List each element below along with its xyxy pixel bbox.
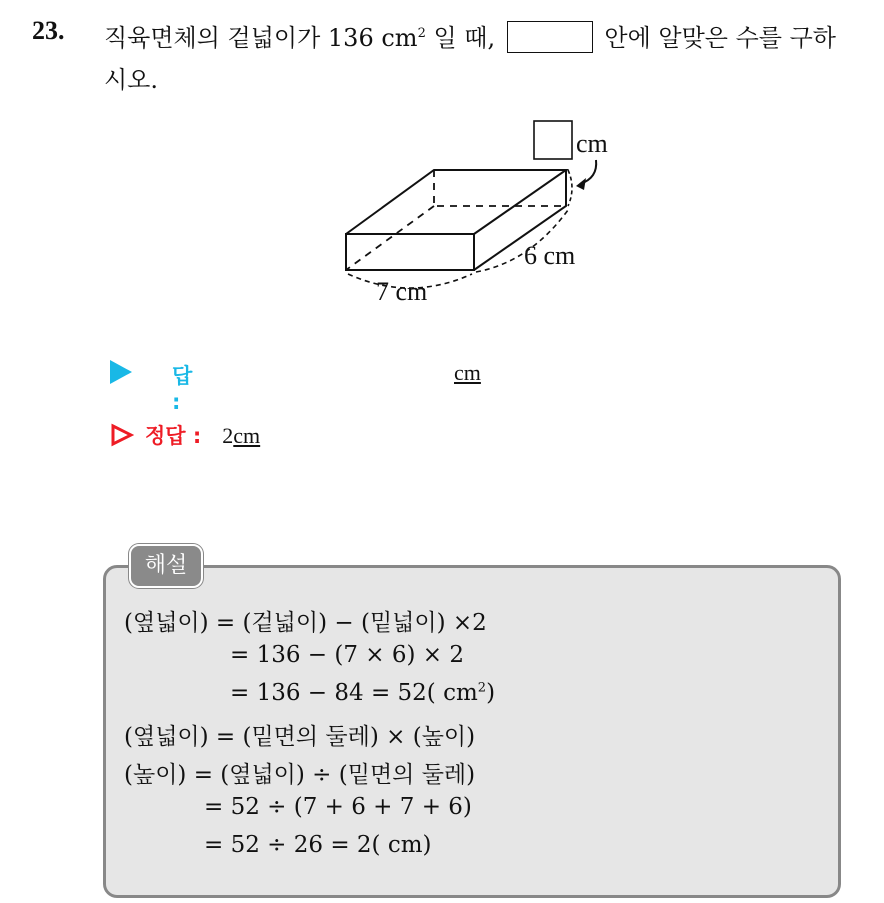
top-face [346, 170, 566, 234]
blank-box [507, 21, 593, 53]
question-text-b: 일 때, [425, 24, 496, 52]
question-text-c: 안에 알맞은 수를 구하 [604, 24, 836, 52]
label-length: 7 cm [376, 277, 428, 306]
front-face [346, 234, 474, 270]
answer-unit: cm [454, 360, 481, 385]
outline-triangle-icon [110, 423, 134, 447]
question-text-sup: 2 [417, 26, 426, 41]
question-number: 23. [32, 16, 65, 45]
correct-value: 2 [222, 423, 234, 448]
play-triangle-icon [110, 360, 132, 384]
solution-line-3 [230, 680, 495, 706]
correct-label: 정답 : [145, 424, 202, 448]
label-width: 6 cm [524, 241, 576, 270]
solution-line-5: (높이) = (옆넓이) ÷ (밑면의 둘레) [124, 762, 476, 788]
hidden-edges-back [434, 170, 566, 206]
height-blank-box [534, 121, 572, 159]
correct-unit: cm [233, 423, 261, 448]
solution-line-4: (옆넓이) = (밑면의 둘레) × (높이) [124, 724, 476, 750]
answer-label: 답 : [172, 364, 193, 414]
question-text-line1 [104, 18, 836, 53]
answer-row [110, 360, 481, 414]
question-text-line2: 시오. [104, 66, 158, 94]
cuboid-figure [330, 112, 630, 312]
arrow-head [576, 178, 586, 190]
solution-tab: 해설 [129, 544, 203, 588]
correct-value-group [222, 423, 260, 448]
label-height-unit: cm [576, 129, 608, 158]
arrow-curve [580, 160, 596, 184]
hidden-edge-left [346, 206, 434, 270]
solution-line-6: = 52 ÷ (7 + 6 + 7 + 6) [204, 794, 472, 820]
question-text-a: 직육면체의 겉넓이가 136 cm [104, 24, 418, 52]
solution-line-3-sup: 2 [477, 680, 487, 696]
solution-line-7: = 52 ÷ 26 = 2( cm) [204, 832, 432, 858]
solution-line-2: = 136 − (7 × 6) × 2 [230, 642, 465, 668]
solution-line-3-text: = 136 − 84 = 52( cm [230, 680, 478, 706]
solution-line-1: (옆넓이) = (겉넓이) − (밑넓이) ×2 [124, 610, 487, 636]
brace-height [568, 170, 572, 206]
correct-answer-row [110, 420, 260, 450]
solution-line-3-close: ) [486, 680, 496, 706]
